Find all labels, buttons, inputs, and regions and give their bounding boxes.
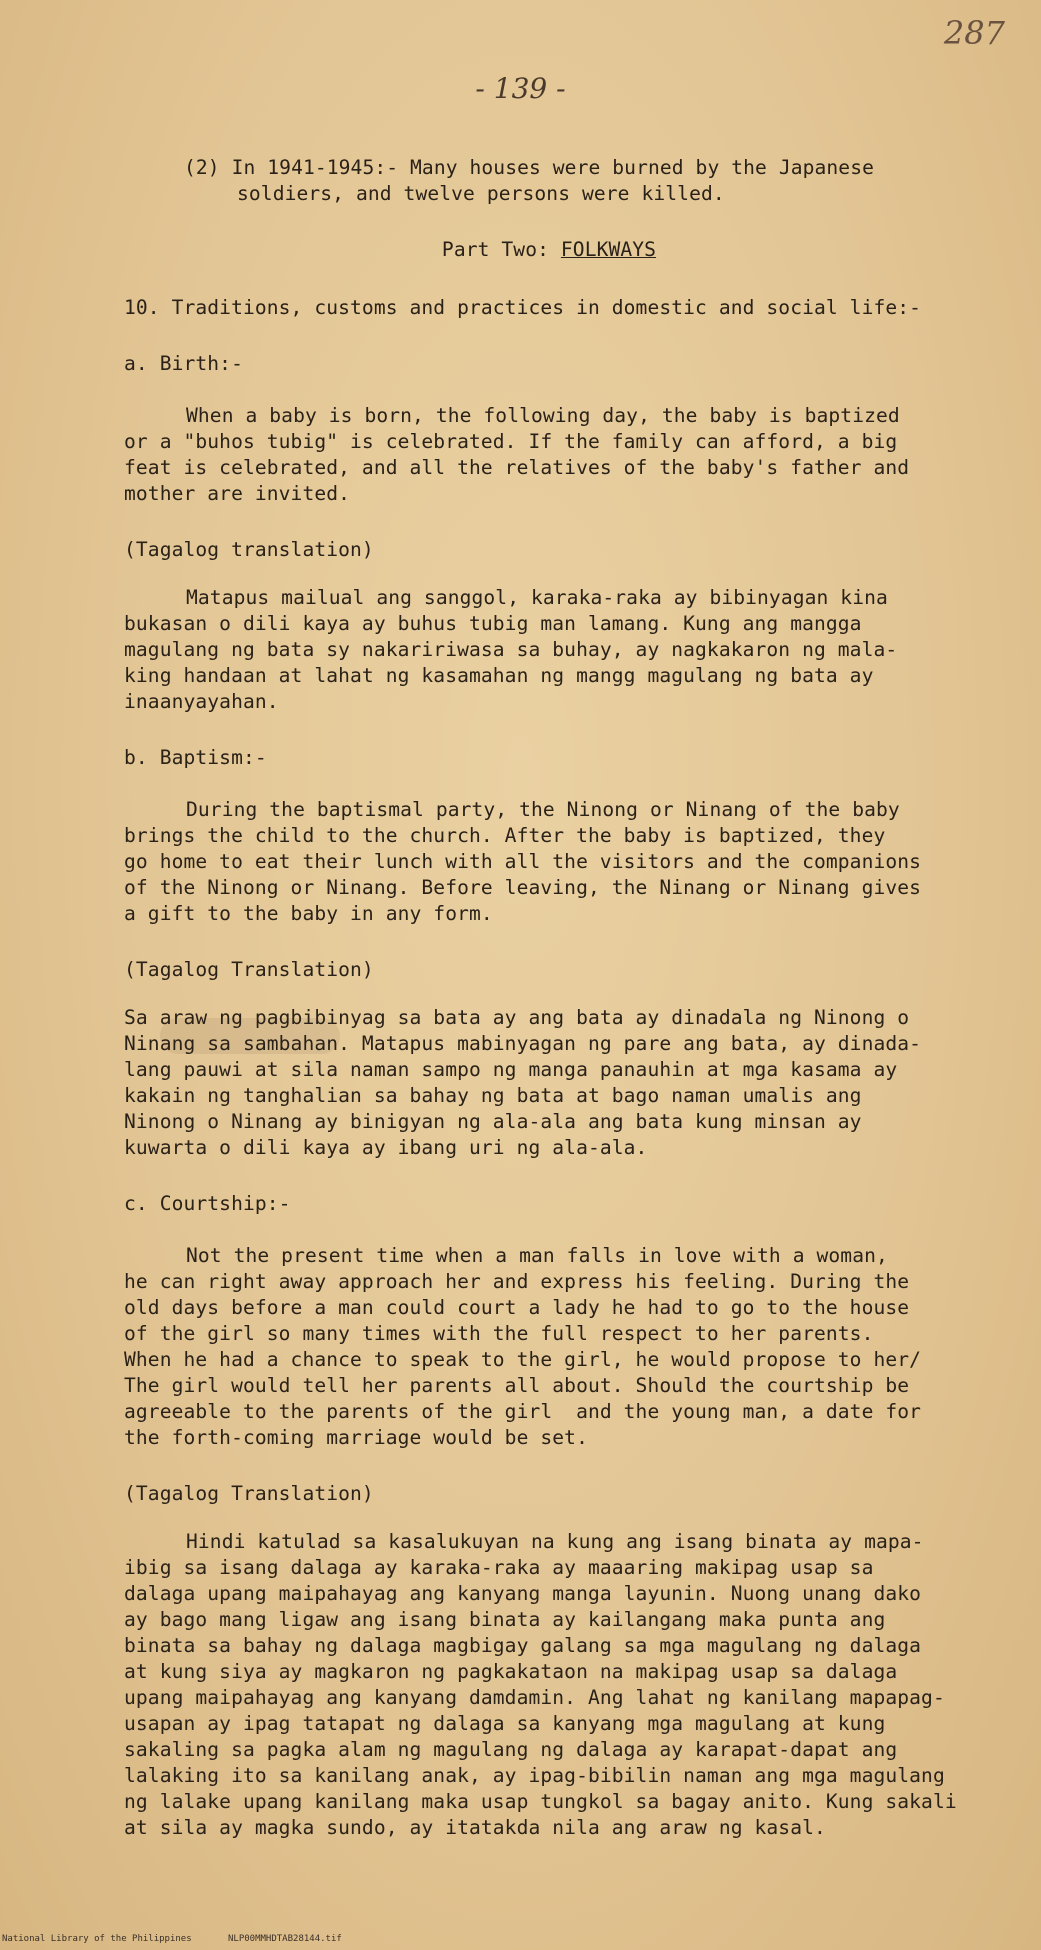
part-heading-title: FOLKWAYS [560,238,657,261]
paragraph-line: dalaga upang maipahayag ang kanyang manga layunin. Nuong unang dako [124,1582,922,1605]
section-title: 10. Traditions, customs and practices in domestic and social life:- [124,296,922,319]
paragraph-line: old days before a man could court a lady he had to go to the house [124,1296,910,1319]
paragraph-line: at sila ay magka sundo, ay itatakda nila ang araw ng kasal. [124,1816,826,1839]
paragraph-line: Ninang sa sambahan. Matapus mabinyagan ng pare ang bata, ay dinada- [124,1032,922,1055]
paragraph-line: Not the present time when a man falls in love with a woman, [186,1244,888,1267]
paragraph-line: Matapus mailual ang sanggol, karaka-raka ay bibinyagan kina [186,586,888,609]
paragraph-line: Sa araw ng pagbibinyag sa bata ay ang bata ay dinadala ng Ninong o [124,1006,910,1029]
paragraph-line: When he had a chance to speak to the girl, he would propose to her/ [124,1348,922,1371]
birth-heading: a. Birth:- [124,352,243,375]
document-body [124,155,1004,1841]
paragraph-line: of the girl so many times with the full respect to her parents. [124,1322,874,1345]
paragraph-line: ng lalake upang kanilang maka usap tungkol sa bagay anito. Kung sakali [124,1790,957,1813]
paragraph-line: a gift to the baby in any form. [124,902,493,925]
paragraph-line: When a baby is born, the following day, the baby is baptized [186,404,900,427]
paragraph-line: usapan ay ipag tatapat ng dalaga sa kanyang mga magulang at kung [124,1712,886,1735]
history-line: (2) In 1941-1945:- Many houses were burned by the Japanese [184,156,874,179]
paragraph-line: lang pauwi at sila naman sampo ng manga panauhin at mga kasama ay [124,1058,898,1081]
paragraph-line: the forth-coming marriage would be set. [124,1426,588,1449]
paragraph-line: or a "buhos tubig" is celebrated. If the family can afford, a big [124,430,898,453]
paragraph-line: agreeable to the parents of the girl and the young man, a date for [124,1400,922,1423]
paragraph-line: Ninong o Ninang ay binigyan ng ala-ala ang bata kung minsan ay [124,1110,862,1133]
paragraph-line: feat is celebrated, and all the relatives of the baby's father and [124,456,910,479]
paragraph-line: The girl would tell her parents all about. Should the courtship be [124,1374,910,1397]
birth-english-paragraph [124,403,1004,507]
paragraph-line: brings the child to the church. After the baby is baptized, they [124,824,886,847]
paragraph-line: lalaking ito sa kanilang anak, ay ipag-bibilin naman ang mga magulang [124,1764,945,1787]
paragraph-line: upang maipahayag ang kanyang damdamin. Ang lahat ng kanilang mapapag- [124,1686,945,1709]
paragraph-line: go home to eat their lunch with all the visitors and the companions [124,850,922,873]
courtship-heading: c. Courtship:- [124,1192,291,1215]
paragraph-line: ay bago mang ligaw ang isang binata ay kailangang maka punta ang [124,1608,886,1631]
history-item [184,155,1004,207]
paragraph-line: magulang ng bata sy nakaririwasa sa buhay, ay nagkakaron ng mala- [124,638,898,661]
courtship-translation-label: (Tagalog Translation) [124,1482,374,1505]
paragraph-line: bukasan o dili kaya ay buhus tubig man lamang. Kung ang mangga [124,612,862,635]
baptism-heading: b. Baptism:- [124,746,267,769]
paragraph-line: ibig sa isang dalaga ay karaka-raka ay maaaring makipag usap sa [124,1556,874,1579]
paragraph-line: mother are invited. [124,482,351,505]
paragraph-line: kakain ng tanghalian sa bahay ng bata at bago naman umalis ang [124,1084,862,1107]
library-credit: National Library of the Philippines [2,1934,192,1944]
paragraph-line: kuwarta o dili kaya ay ibang uri ng ala-ala. [124,1136,648,1159]
paragraph-line: Hindi katulad sa kasalukuyan na kung ang isang binata ay mapa- [186,1530,924,1553]
part-heading [124,237,1004,263]
baptism-english-paragraph [124,797,1004,927]
paragraph-line: inaanyayahan. [124,690,279,713]
paragraph-line: During the baptismal party, the Ninong or Ninang of the baby [186,798,900,821]
birth-translation-label: (Tagalog translation) [124,538,374,561]
folio-number: 287 [943,14,1005,52]
courtship-tagalog-paragraph [124,1529,1004,1841]
paragraph-line: of the Ninong or Ninang. Before leaving, the Ninang or Ninang gives [124,876,922,899]
page-number: - 139 - [475,72,566,105]
paragraph-line: king handaan at lahat ng kasamahan ng mangg magulang ng bata ay [124,664,874,687]
paragraph-line: he can right away approach her and express his feeling. During the [124,1270,910,1293]
paragraph-line: at kung siya ay magkaron ng pagkakataon na makipag usap sa dalaga [124,1660,898,1683]
baptism-tagalog-paragraph [124,1005,1004,1161]
baptism-translation-label: (Tagalog Translation) [124,958,374,981]
part-heading-prefix: Part Two: [441,238,549,261]
history-line: soldiers, and twelve persons were killed. [237,182,725,205]
paragraph-line: binata sa bahay ng dalaga magbigay galang sa mga magulang ng dalaga [124,1634,922,1657]
birth-tagalog-paragraph [124,585,1004,715]
courtship-english-paragraph [124,1243,1004,1451]
paragraph-line: sakaling sa pagka alam ng magulang ng dalaga ay karapat-dapat ang [124,1738,898,1761]
scan-filename: NLP00MMHDTAB28144.tif [228,1934,342,1944]
